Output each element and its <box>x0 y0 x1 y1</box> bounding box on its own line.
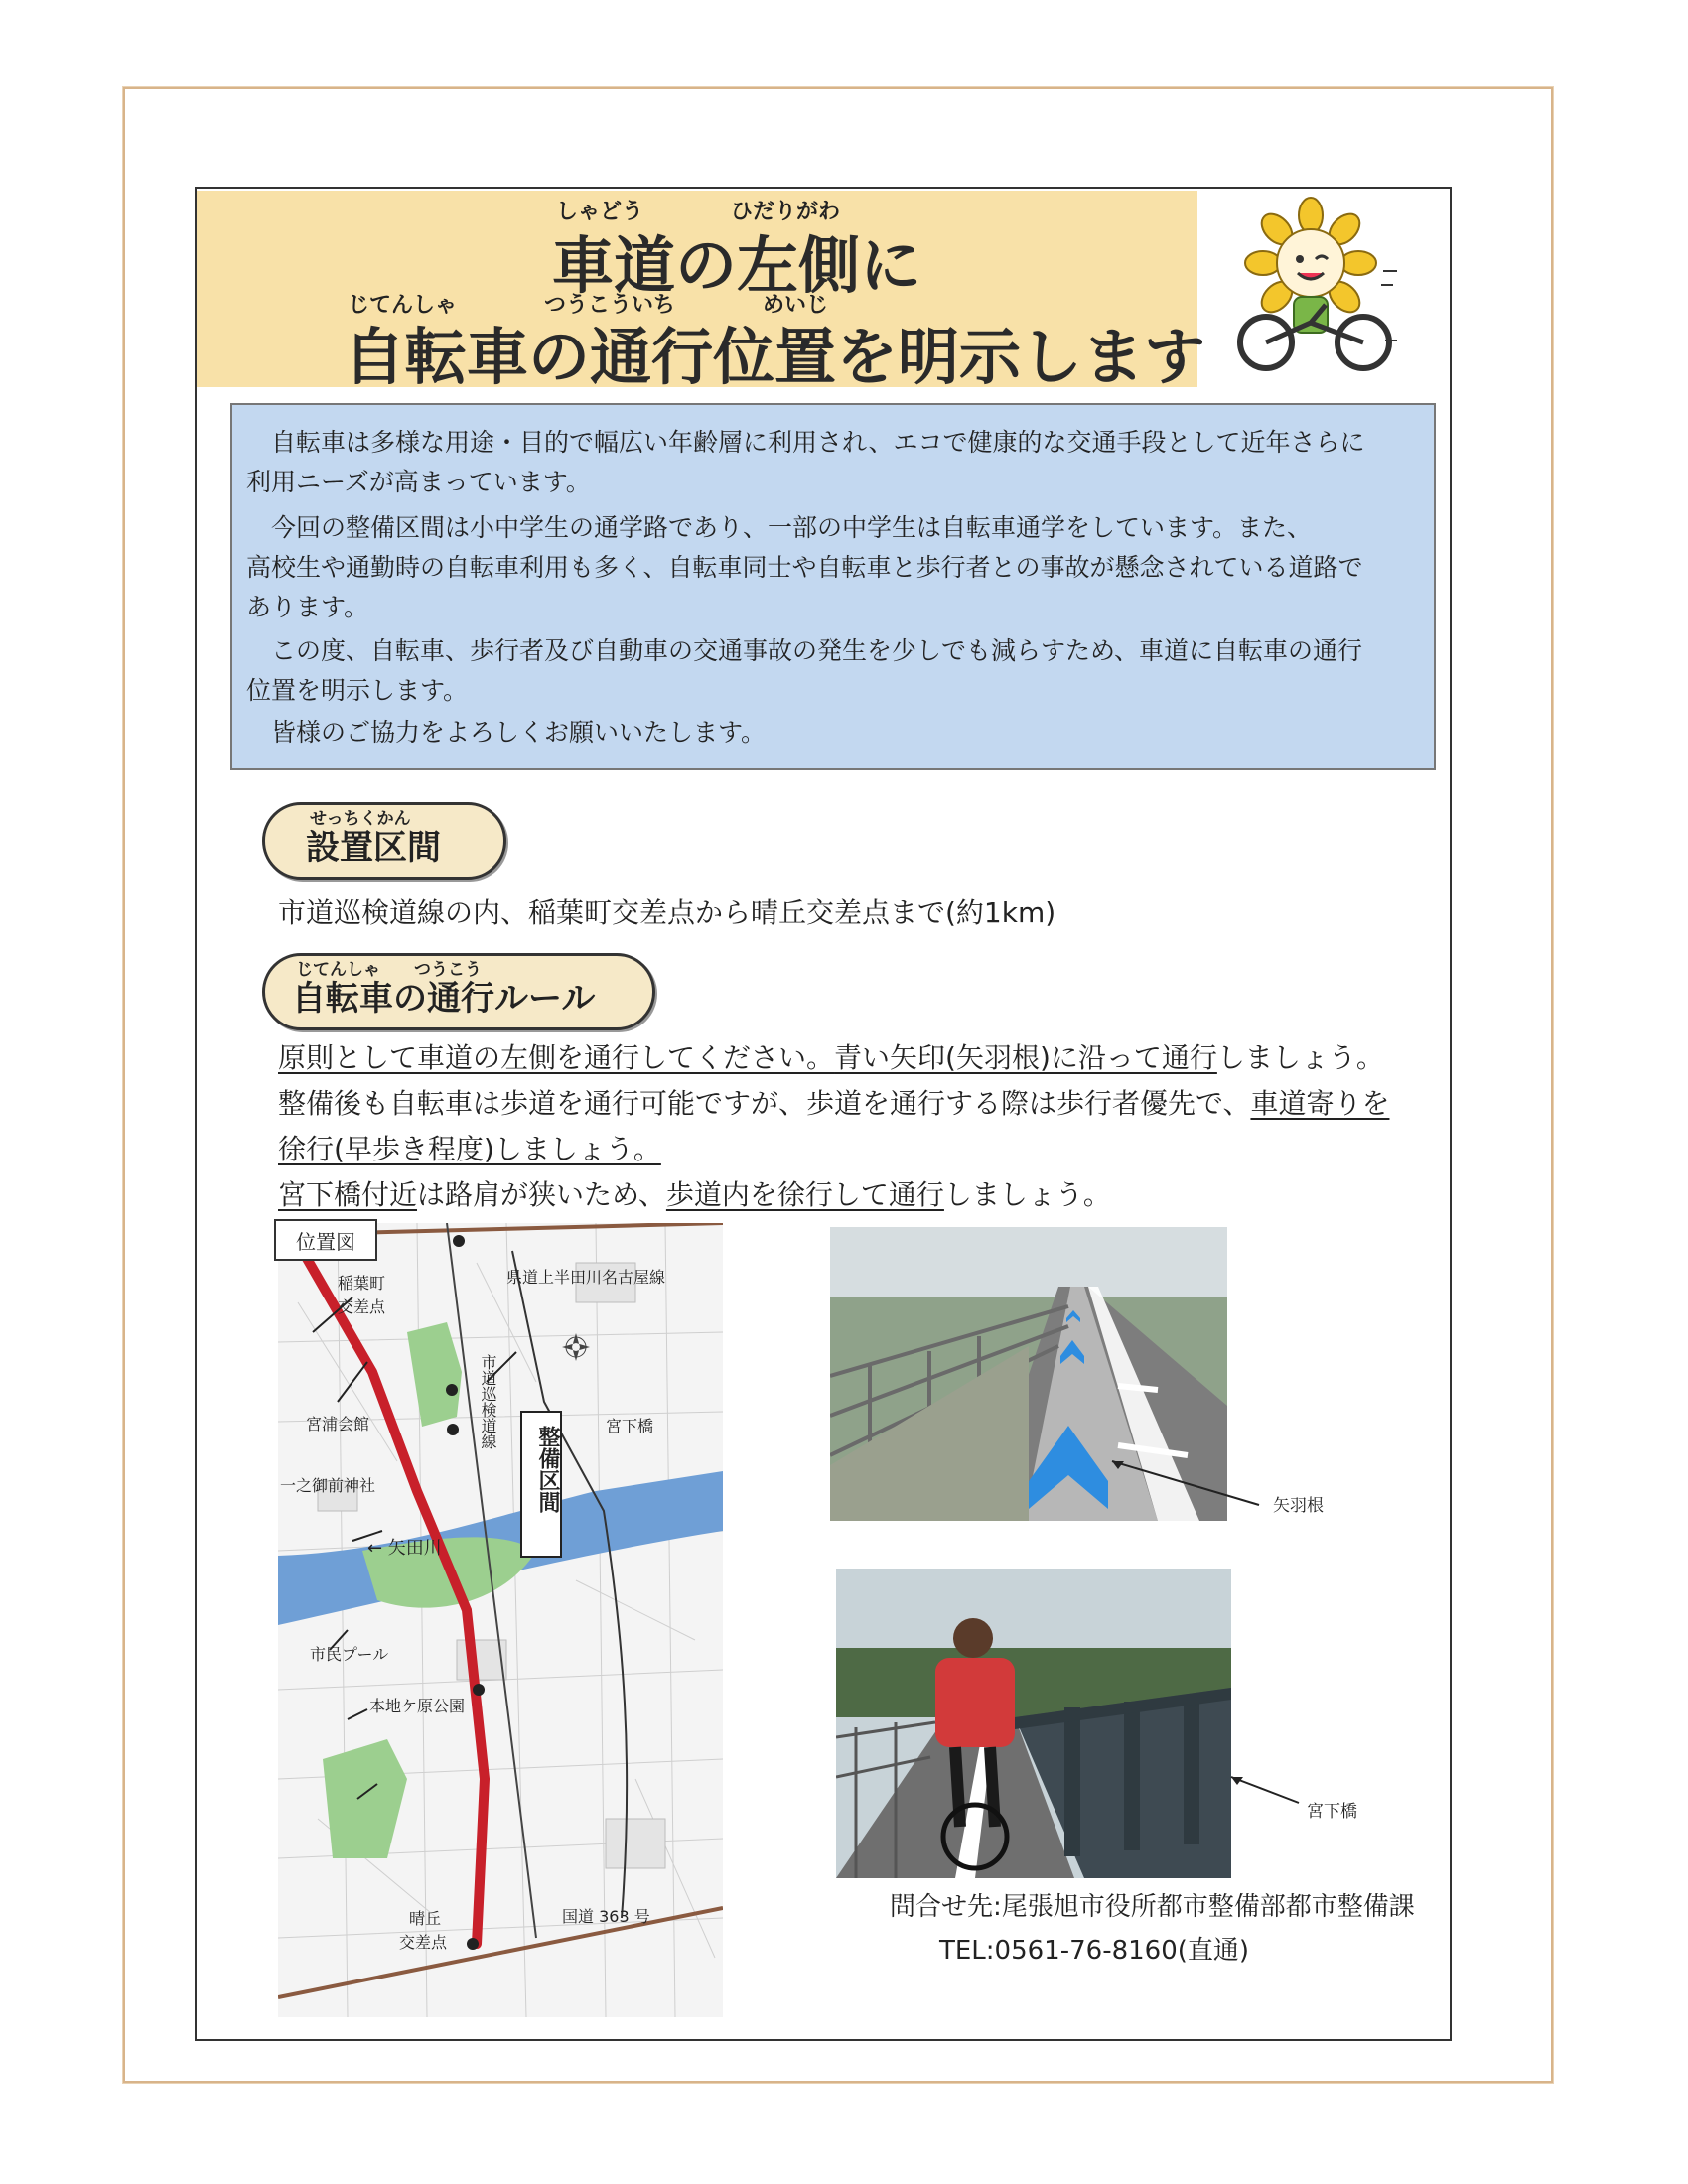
rule-line-2 <box>278 1082 1389 1122</box>
intro-p2b: 高校生や通勤時の自転車利用も多く、自転車同士や自転車と歩行者との事故が懸念されている道路で <box>246 553 1363 582</box>
section-2-ruby: じてんしゃ つうこう <box>296 960 482 980</box>
intro-p2c: あります。 <box>246 593 369 621</box>
map-label-miyaura: 宮浦会館 <box>306 1415 370 1433</box>
rule-1a: 原則として車道の左側を通行してください。 <box>278 1041 835 1074</box>
intro-p3a: この度、自転車、歩行者及び自動車の交通事故の発生を少しでも減らすため、車道に自転車の通行 <box>246 636 1363 665</box>
rule-line-4 <box>278 1173 1111 1213</box>
intro-p1a: 自転車は多様な用途・目的で幅広い年齢層に利用され、エコで健康的な交通手段として近年さらに <box>246 428 1365 457</box>
title-ruby-1: しゃどう ひだりがわ <box>556 200 841 224</box>
caption-1-arrow-icon <box>1110 1455 1269 1515</box>
photo-miyashita-bridge <box>836 1569 1231 1878</box>
caption-2-arrow-icon <box>1227 1773 1307 1813</box>
photo-caption-1: 矢羽根 <box>1273 1496 1324 1516</box>
photo-caption-2: 宮下橋 <box>1307 1802 1357 1822</box>
section-1-text: 市道巡検道線の内、稲葉町交差点から晴丘交差点まで(約1km) <box>278 896 1056 929</box>
rule-4b: は路肩が狭いため、 <box>417 1178 666 1211</box>
section-2-heading: 自転車の通行ルール <box>292 979 596 1019</box>
map-label-prefroad: 県道上半田川名古屋線 <box>506 1268 666 1287</box>
map-label-haruoka: 晴丘 <box>409 1909 442 1928</box>
rule-1c: しましょう。 <box>1216 1041 1384 1074</box>
map-label-park: 本地ケ原公園 <box>369 1697 466 1715</box>
title-ruby-2: じてんしゃ つうこういち めいじ <box>348 293 829 318</box>
intro-p3b: 位置を明示します。 <box>246 676 469 705</box>
intro-box <box>230 403 1436 770</box>
map-label-haruoka-2: 交差点 <box>399 1933 448 1952</box>
map-label-ichinomi: 一之御前神社 <box>280 1476 376 1495</box>
rule-4a: 宮下橋付近 <box>278 1178 418 1211</box>
intro-p4: 皆様のご協力をよろしくお願いいたします。 <box>246 718 767 747</box>
rule-line-1 <box>278 1036 1384 1076</box>
location-map <box>278 1223 723 2017</box>
intro-p1b: 利用ニーズが高まっています。 <box>246 468 591 496</box>
title-line-2: 自転車の通行位置を明示します <box>344 321 1206 393</box>
contact-line-2: TEL:0561-76-8160(直通) <box>939 1936 1250 1966</box>
map-label-yada: ← 矢田川 <box>367 1538 442 1559</box>
map-drawing <box>278 1223 723 2017</box>
rule-3: 徐行(早歩き程度)しましょう。 <box>278 1133 661 1165</box>
title-line-1: 車道の左側に <box>552 229 922 302</box>
map-label-citroad: 市道巡検道線 <box>479 1354 497 1449</box>
contact-line-1: 問合せ先:尾張旭市役所都市整備部都市整備課 <box>890 1892 1415 1922</box>
map-label-route: 国道 363 号 <box>562 1907 650 1926</box>
map-label-pool: 市民プール <box>310 1645 389 1664</box>
map-title: 位置図 <box>274 1219 377 1261</box>
section-1-heading: 設置区間 <box>306 828 441 868</box>
rule-4d: しましょう。 <box>943 1178 1111 1211</box>
rule-4c: 歩道内を徐行して通行 <box>665 1178 944 1211</box>
map-label-inaba-2: 交差点 <box>338 1297 386 1316</box>
sunflower-mascot-icon <box>1216 194 1405 382</box>
rule-line-3 <box>278 1128 661 1167</box>
map-label-seibi: 整備区間 <box>535 1426 560 1513</box>
intro-p2a: 今回の整備区間は小中学生の通学路であり、一部の中学生は自転車通学をしています。また、 <box>246 513 1313 542</box>
map-label-inaba: 稲葉町 <box>338 1274 386 1293</box>
map-label-miyashita: 宮下橋 <box>606 1417 654 1435</box>
rule-1b: 青い矢印(矢羽根)に沿って通行 <box>834 1041 1217 1074</box>
title-banner <box>197 191 1206 393</box>
rule-2a: 整備後も自転車は歩道を通行可能ですが、歩道を通行する際は歩行者優先で、 <box>278 1087 1251 1120</box>
rule-2b: 車道寄りを <box>1250 1087 1390 1120</box>
section-1-ruby: せっちくかん <box>310 809 411 829</box>
